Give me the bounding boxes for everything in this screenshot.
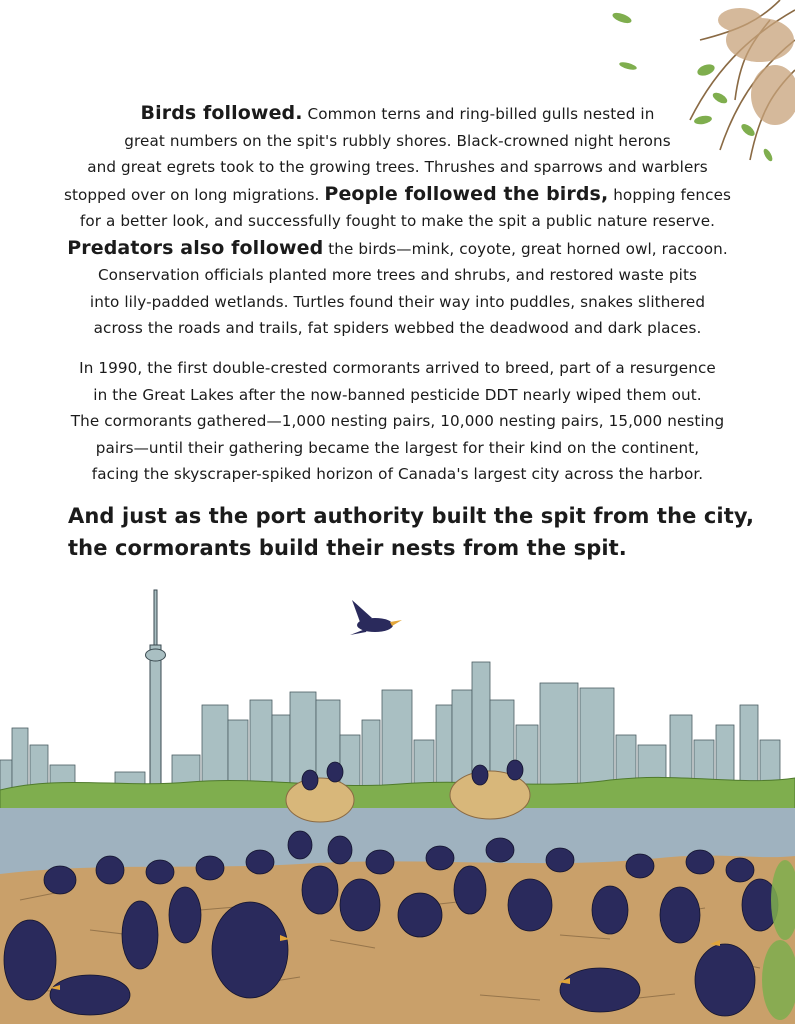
emphasis-people-followed: People followed the birds, bbox=[324, 182, 609, 205]
text-line: in the Great Lakes after the now-banned pesticide DDT nearly wiped them out. bbox=[93, 385, 702, 404]
text-line: the cormorants build their nests from the spit. bbox=[68, 536, 627, 560]
text-span: Common terns and ring-billed gulls nested in bbox=[302, 105, 655, 123]
emphasis-predators-followed: Predators also followed bbox=[67, 236, 324, 259]
text-span: stopped over on long migrations. bbox=[63, 185, 325, 204]
emphasis-birds-followed: Birds followed. bbox=[140, 102, 303, 124]
text-line: great numbers on the spit's rubbly shores. Black-crowned night herons bbox=[124, 131, 671, 150]
text-span: the birds—mink, coyote, great horned owl, raccoon. bbox=[323, 239, 728, 258]
text-line: into lily-padded wetlands. Turtles found their way into puddles, snakes slithered bbox=[89, 292, 706, 311]
text-span: hopping fences bbox=[608, 185, 732, 204]
text-line: The cormorants gathered—1,000 nesting pairs, 10,000 nesting pairs, 15,000 nesting bbox=[70, 412, 725, 430]
text-line: across the roads and trails, fat spiders webbed the deadwood and dark places. bbox=[93, 319, 702, 337]
text-line: In 1990, the first double-crested cormorants arrived to breed, part of a resurgence bbox=[79, 359, 716, 377]
flying-cormorant bbox=[350, 600, 402, 635]
cn-tower bbox=[146, 590, 166, 785]
text-line: And just as the port authority built the spit from the city, bbox=[68, 504, 755, 528]
text-line: and great egrets took to the growing trees. Thrushes and sparrows and warblers bbox=[87, 158, 708, 176]
text-line: pairs—until their gathering became the largest for their kind on the continent, bbox=[95, 438, 700, 457]
city-skyline bbox=[0, 662, 780, 790]
text-line: for a better look, and successfully fought to make the spit a public nature reserve. bbox=[79, 212, 716, 230]
text-line: facing the skyscraper-spiked horizon of Canada's largest city across the harbor. bbox=[91, 465, 704, 483]
text-line: Conservation officials planted more trees and shrubs, and restored waste pits bbox=[97, 266, 698, 284]
